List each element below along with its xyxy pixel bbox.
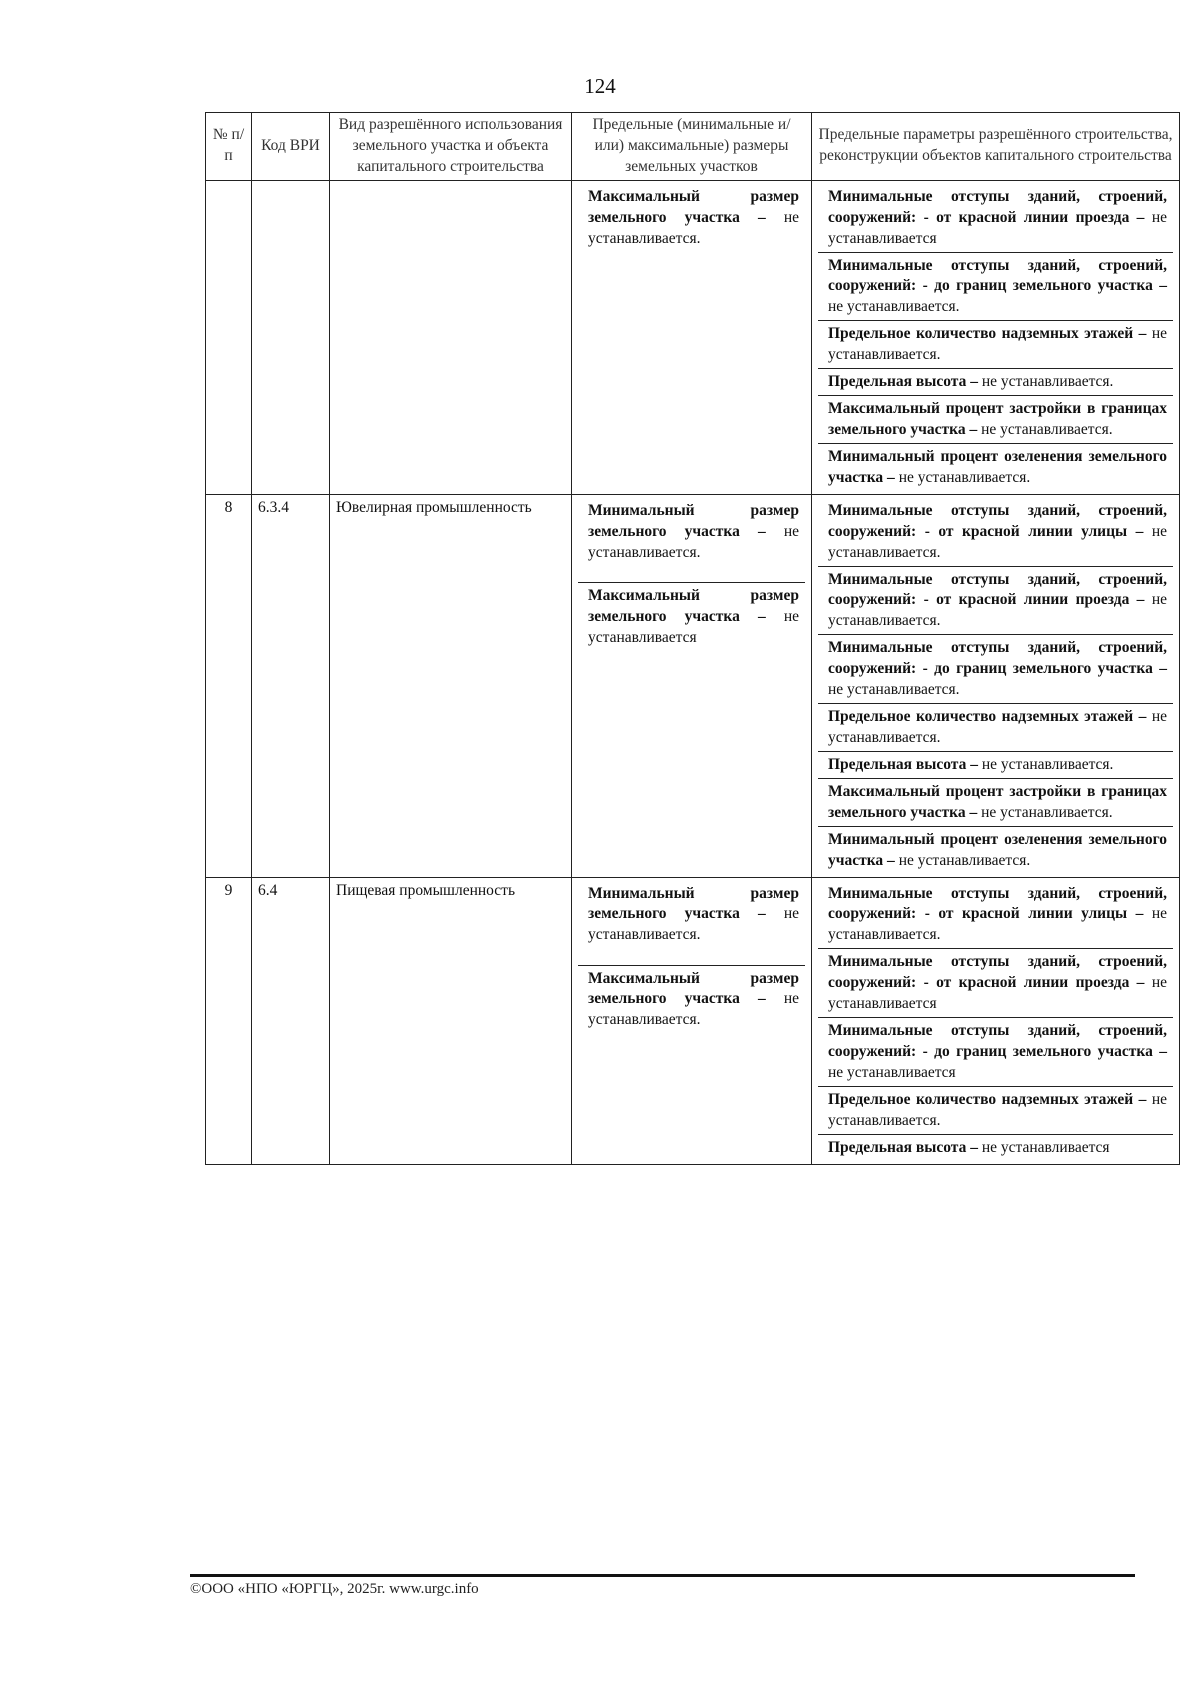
regulations-table [205, 112, 1180, 1165]
param-item: Минимальные отступы зданий, строений, сооружений: - до границ земельного участка – не устанавливается [818, 1017, 1173, 1086]
param-item: Минимальные отступы зданий, строений, сооружений: - до границ земельного участка – не устанавливается. [818, 252, 1173, 321]
cell-code: 6.3.4 [252, 494, 330, 877]
param-item: Минимальные отступы зданий, строений, сооружений: - от красной линии проезда – не устанавливается [818, 948, 1173, 1017]
plot-size-min: Минимальный размер земельного участка – не устанавливается. [588, 501, 800, 561]
cell-params [812, 180, 1180, 494]
table-row-9 [206, 877, 1180, 1164]
param-item: Минимальный процент озеленения земельного участка – не устанавливается. [818, 826, 1173, 874]
plot-size-min: Минимальный размер земельного участка – не устанавливается. [588, 884, 800, 944]
footer-copyright: ©ООО «НПО «ЮРГЦ», 2025г. www.urgc.info [190, 1581, 479, 1597]
header-params: Предельные параметры разрешённого строительства, реконструкции объектов капитального строительства [812, 113, 1180, 181]
header-code: Код ВРИ [252, 113, 330, 181]
plot-size-max: Максимальный размер земельного участка – не устанавливается. [578, 965, 805, 1034]
cell-plot-size [572, 494, 812, 877]
header-plot-size: Предельные (минимальные и/или) максимальные) размеры земельных участков [572, 113, 812, 181]
cell-plot-size [572, 877, 812, 1164]
table-row-8 [206, 494, 1180, 877]
cell-num [206, 180, 252, 494]
table-header-row [206, 113, 1180, 181]
header-num: № п/п [206, 113, 252, 181]
cell-params [812, 877, 1180, 1164]
cell-num: 8 [206, 494, 252, 877]
cell-num: 9 [206, 877, 252, 1164]
header-use: Вид разрешённого использования земельного участка и объекта капитального строительства [330, 113, 572, 181]
cell-params [812, 494, 1180, 877]
table-row-continued [206, 180, 1180, 494]
param-item: Минимальные отступы зданий, строений, сооружений: - до границ земельного участка – не устанавливается. [818, 634, 1173, 703]
param-item: Минимальные отступы зданий, строений, сооружений: - от красной линии улицы – не устанавливается. [828, 501, 1167, 561]
param-item: Предельное количество надземных этажей – не устанавливается. [818, 1086, 1173, 1134]
param-item: Максимальный процент застройки в границах земельного участка – не устанавливается. [818, 395, 1173, 443]
cell-use: Ювелирная промышленность [330, 494, 572, 877]
plot-size-max: Максимальный размер земельного участка – не устанавливается. [588, 187, 800, 247]
cell-code [252, 180, 330, 494]
footer-divider [190, 1574, 1135, 1577]
param-item: Максимальный процент застройки в границах земельного участка – не устанавливается. [818, 778, 1173, 826]
cell-use [330, 180, 572, 494]
param-item: Предельная высота – не устанавливается. [818, 751, 1173, 778]
cell-code: 6.4 [252, 877, 330, 1164]
param-item: Минимальные отступы зданий, строений, сооружений: - от красной линии проезда – не устанавливается [828, 187, 1167, 247]
param-item: Предельная высота – не устанавливается. [818, 368, 1173, 395]
page-number: 124 [584, 74, 616, 98]
cell-plot-size [572, 180, 812, 494]
plot-size-max: Максимальный размер земельного участка – не устанавливается [578, 582, 805, 651]
param-item: Минимальные отступы зданий, строений, сооружений: - от красной линии улицы – не устанавливается. [828, 884, 1167, 944]
cell-use: Пищевая промышленность [330, 877, 572, 1164]
param-item: Предельная высота – не устанавливается [818, 1134, 1173, 1161]
param-item: Предельное количество надземных этажей – не устанавливается. [818, 703, 1173, 751]
param-item: Минимальный процент озеленения земельного участка – не устанавливается. [818, 443, 1173, 491]
param-item: Минимальные отступы зданий, строений, сооружений: - от красной линии проезда – не устанавливается. [818, 566, 1173, 635]
param-item: Предельное количество надземных этажей – не устанавливается. [818, 320, 1173, 368]
